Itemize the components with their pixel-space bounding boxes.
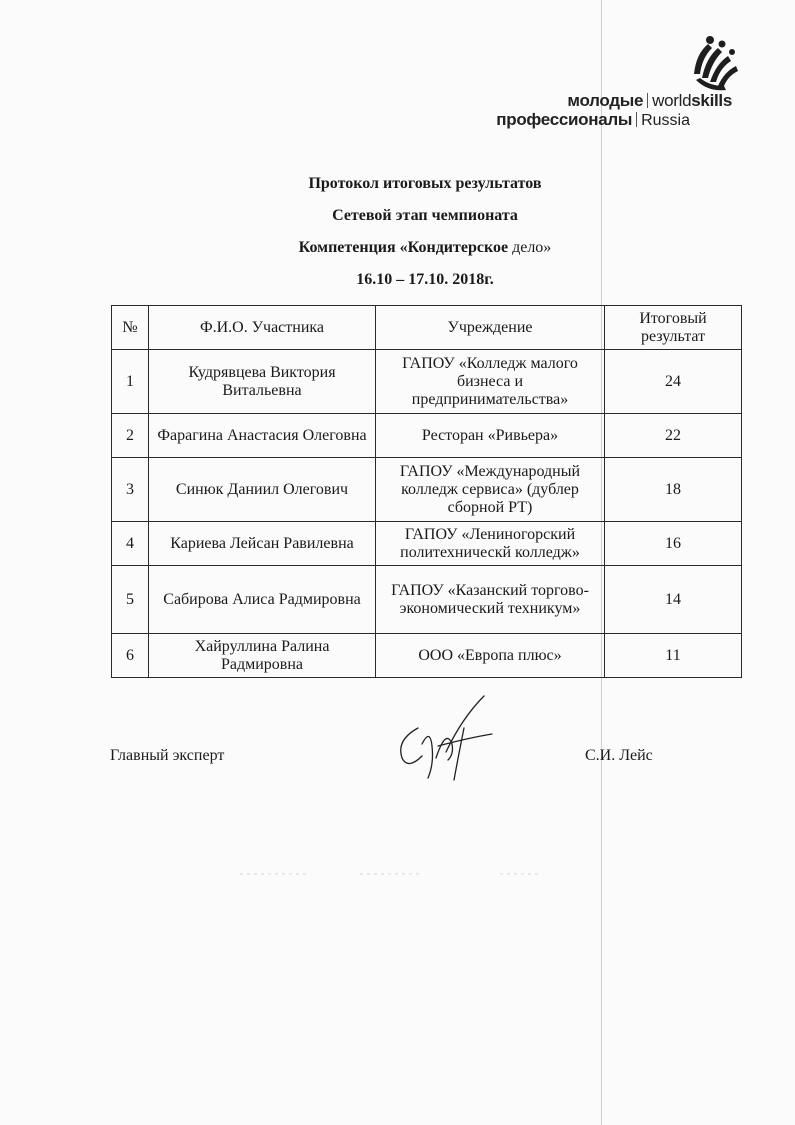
cell-name: Фарагина Анастасия Олеговна xyxy=(149,414,376,458)
cell-result: 22 xyxy=(605,414,742,458)
logo-ru-line1: молодые xyxy=(567,91,644,110)
cell-org: ООО «Европа плюс» xyxy=(376,634,605,678)
cell-number: 4 xyxy=(112,522,149,566)
table-row xyxy=(112,566,742,634)
worldskills-logo xyxy=(440,34,740,134)
table-row xyxy=(112,458,742,522)
table-header-row xyxy=(112,306,742,350)
cell-number: 6 xyxy=(112,634,149,678)
header-number: № xyxy=(112,306,149,350)
worldskills-emblem-icon xyxy=(686,34,742,94)
table-row xyxy=(112,350,742,414)
cell-name: Кудрявцева Виктория Витальевна xyxy=(149,350,376,414)
results-table xyxy=(111,305,742,678)
table-row xyxy=(112,522,742,566)
document-dates: 16.10 – 17.10. 2018г. xyxy=(356,271,494,288)
cell-number: 1 xyxy=(112,350,149,414)
expert-role: Главный эксперт xyxy=(110,747,225,764)
cell-name: Кариева Лейсан Равилевна xyxy=(149,522,376,566)
logo-country: Russia xyxy=(641,112,690,129)
cell-number: 3 xyxy=(112,458,149,522)
logo-ru-line2: профессионалы xyxy=(496,110,633,129)
cell-result: 16 xyxy=(605,522,742,566)
cell-name: Сабирова Алиса Радмировна xyxy=(149,566,376,634)
cell-number: 2 xyxy=(112,414,149,458)
cell-result: 18 xyxy=(605,458,742,522)
document-title: Протокол итоговых результатов xyxy=(308,175,542,192)
cell-name: Синюк Даниил Олегович xyxy=(149,458,376,522)
cell-org: ГАПОУ «Лениногорский политехническй колледж» xyxy=(376,522,605,566)
scan-noise xyxy=(240,872,540,876)
header-result: Итоговый результат xyxy=(605,306,742,350)
document-competence: Компетенция «Кондитерское дело» xyxy=(298,239,552,256)
cell-org: ГАПОУ «Колледж малого бизнеса и предпринимательства» xyxy=(376,350,605,414)
expert-name: С.И. Лейс xyxy=(585,747,653,764)
signature xyxy=(388,688,508,788)
cell-result: 14 xyxy=(605,566,742,634)
cell-result: 24 xyxy=(605,350,742,414)
cell-org: Ресторан «Ривьера» xyxy=(376,414,605,458)
cell-org: ГАПОУ «Международный колледж сервиса» (дублер сборной РТ) xyxy=(376,458,605,522)
cell-number: 5 xyxy=(112,566,149,634)
logo-ws-text: worldskills xyxy=(652,91,732,110)
table-row xyxy=(112,634,742,678)
document-header xyxy=(110,168,740,296)
header-name: Ф.И.О. Участника xyxy=(149,306,376,350)
table-row xyxy=(112,414,742,458)
header-org: Учреждение xyxy=(376,306,605,350)
cell-result: 11 xyxy=(605,634,742,678)
cell-name: Хайруллина Ралина Радмировна xyxy=(149,634,376,678)
cell-org: ГАПОУ «Казанский торгово-экономический техникум» xyxy=(376,566,605,634)
document-stage: Сетевой этап чемпионата xyxy=(332,207,518,224)
